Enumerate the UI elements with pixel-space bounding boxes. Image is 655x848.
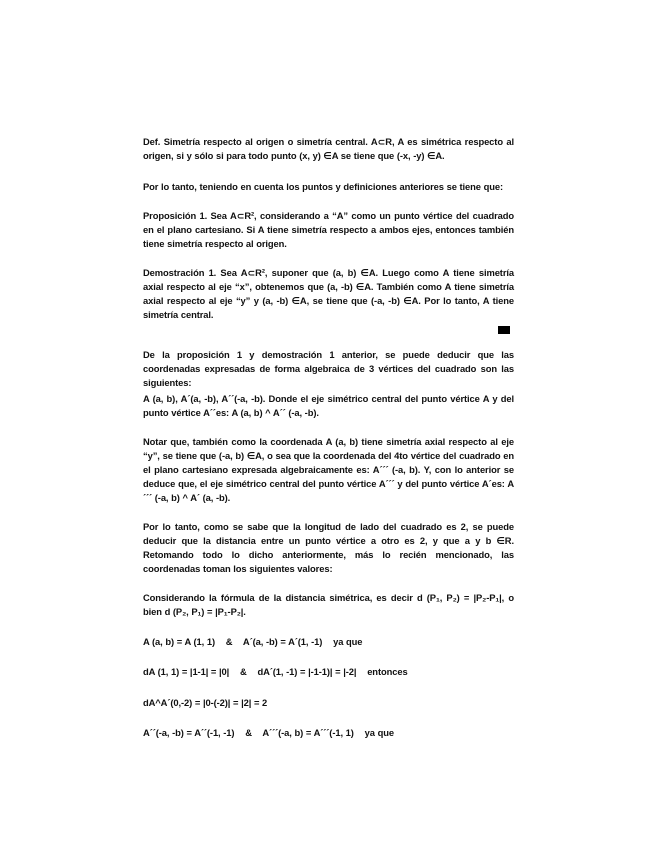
proposition-paragraph: Proposición 1. Sea A⊂R², considerando a “A” como un punto vértice del cuadrado en el plano cartesiano. Si A tiene simetría respecto a ambos ejes, entonces también tiene simetría respecto al origen. [143, 210, 517, 249]
coordinates-paragraph: A (a, b), A´(a, -b), A´´(-a, -b). Donde el eje simétrico central del punto vértice A y del punto vértice A´´es: A (a, b) ^ A´´ (-a, -b). [143, 393, 517, 418]
equation-line-4: A´´(-a, -b) = A´´(-1, -1) & A´´´(-a, b) = A´´´(-1, 1) ya que [143, 727, 394, 738]
deduction-paragraph: De la proposición 1 y demostración 1 anterior, se puede deducir que las coordenadas expresadas de forma algebraica de 3 vértices del cuadrado son las siguientes: [143, 349, 517, 388]
definition-paragraph: Def. Simetría respecto al origen o simetría central. A⊂R, A es simétrica respecto al origen, si y sólo si para todo punto (x, y) ∈A se tiene que (-x, -y) ∈A. [143, 136, 517, 161]
equation-line-2: dA (1, 1) = |1-1| = |0| & dA´(1, -1) = |-1-1)| = |-2| entonces [143, 666, 408, 677]
demonstration-paragraph: Demostración 1. Sea A⊂R², suponer que (a, b) ∈A. Luego como A tiene simetría axial respecto al eje “x”, obtenemos que (a, -b) ∈A. También como A tiene simetría axial respecto al eje “y” y (a, -b) ∈A, se tiene que (-a, -b) ∈A. Por lo tanto, A tiene simetría central. [143, 267, 517, 320]
equation-line-1: A (a, b) = A (1, 1) & A´(a, -b) = A´(1, -1) ya que [143, 636, 363, 647]
qed-mark [498, 326, 510, 334]
conclusion-paragraph: Por lo tanto, como se sabe que la longitud de lado del cuadrado es 2, se puede deducir que la distancia entre un punto vértice a otro es 2, y que a y b ∈R. Retomando todo lo dicho anteriormente, más lo recién mencionado, las coordenadas toman los siguientes valores: [143, 521, 517, 574]
formula-paragraph: Considerando la fórmula de la distancia simétrica, es decir d (P₁, P₂) = |P₂-P₁|, o bien d (P₂, P₁) = |P₁-P₂|. [143, 592, 517, 617]
note-paragraph: Notar que, también como la coordenada A (a, b) tiene simetría axial respecto al eje “y”, se tiene que (-a, b) ∈A, o sea que la coordenada del 4to vértice del cuadrado en el plano cartesiano expresada algebraicamente es: A´´´ (-a, b). Y, con lo anterior se deduce que, el eje simétrico central del punto vértice A´´´ y del punto vértice A´es: A´´´ (-a, b) ^ A´ (a, -b). [143, 436, 517, 503]
transition-paragraph: Por lo tanto, teniendo en cuenta los puntos y definiciones anteriores se tiene que: [143, 181, 503, 192]
equation-line-3: dA^A´(0,-2) = |0-(-2)| = |2| = 2 [143, 697, 268, 708]
